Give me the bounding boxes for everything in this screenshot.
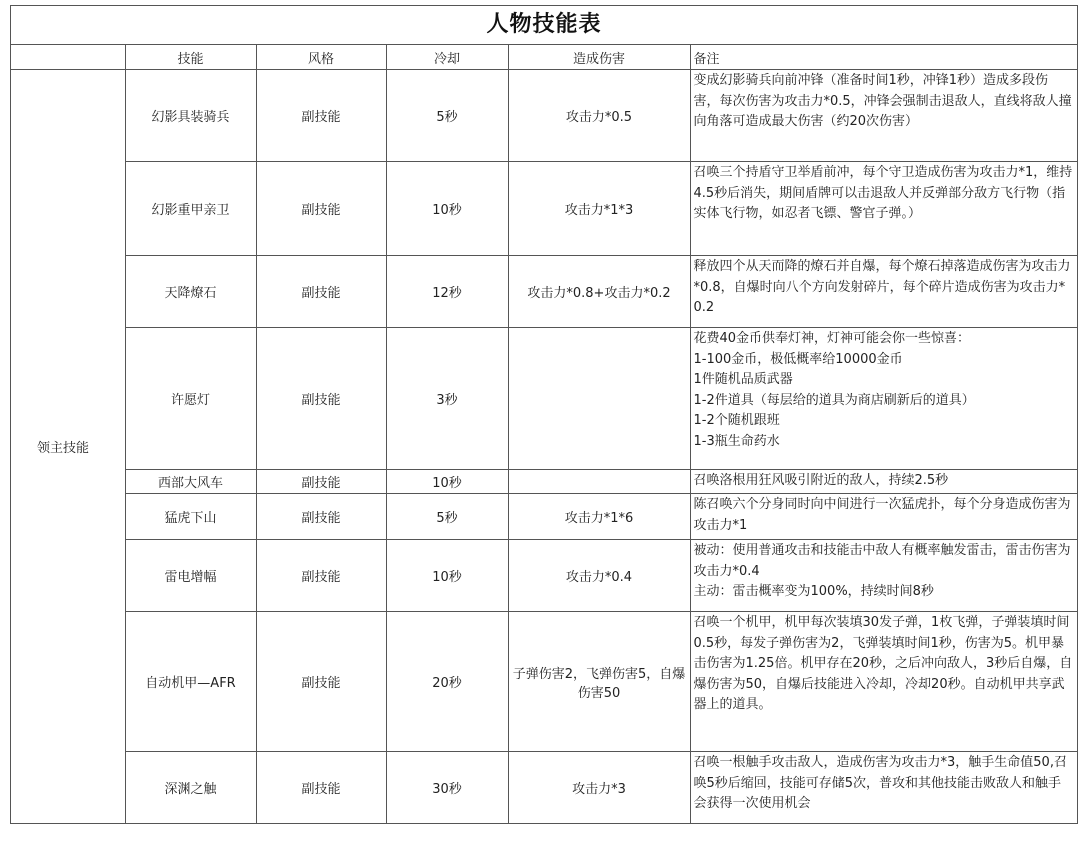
skill-style: 副技能 — [256, 540, 386, 612]
skill-notes: 被动：使用普通攻击和技能击中敌人有概率触发雷击，雷击伤害为攻击力*0.4 主动：雷击概率变为100%，持续时间8秒 — [690, 540, 1077, 612]
skill-cooldown: 5秒 — [386, 494, 508, 540]
skill-style: 副技能 — [256, 612, 386, 752]
skill-notes: 变成幻影骑兵向前冲锋（准备时间1秒，冲锋1秒）造成多段伤害，每次伤害为攻击力*0.5，冲锋会强制击退敌人，直线将敌人撞向角落可造成最大伤害（约20次伤害） — [690, 70, 1077, 162]
skill-name: 天降燎石 — [125, 256, 256, 328]
skill-notes: 释放四个从天而降的燎石并自爆，每个燎石掉落造成伤害为攻击力*0.8，自爆时向八个方向发射碎片，每个碎片造成伤害为攻击力*0.2 — [690, 256, 1077, 328]
skill-damage: 攻击力*1*3 — [508, 162, 690, 256]
skill-damage: 攻击力*0.8+攻击力*0.2 — [508, 256, 690, 328]
table-row — [11, 256, 1077, 328]
header-row — [11, 45, 1077, 70]
skill-cooldown: 30秒 — [386, 752, 508, 824]
table-row — [11, 470, 1077, 494]
header-group — [11, 45, 125, 70]
skill-sheet — [10, 5, 1078, 824]
skill-cooldown: 12秒 — [386, 256, 508, 328]
group-label-lord-skills: 领主技能 — [11, 70, 125, 824]
skill-style: 副技能 — [256, 494, 386, 540]
skill-name: 幻影具装骑兵 — [125, 70, 256, 162]
sheet-title: 人物技能表 — [11, 6, 1077, 45]
skill-style: 副技能 — [256, 752, 386, 824]
skill-damage — [508, 470, 690, 494]
skill-damage: 攻击力*0.5 — [508, 70, 690, 162]
skill-name: 深渊之触 — [125, 752, 256, 824]
skill-name: 西部大风车 — [125, 470, 256, 494]
skill-style: 副技能 — [256, 70, 386, 162]
table-row — [11, 494, 1077, 540]
skill-damage: 攻击力*3 — [508, 752, 690, 824]
skill-style: 副技能 — [256, 328, 386, 470]
skill-name: 猛虎下山 — [125, 494, 256, 540]
skill-cooldown: 10秒 — [386, 540, 508, 612]
table-row — [11, 752, 1077, 824]
skill-style: 副技能 — [256, 162, 386, 256]
table-row — [11, 162, 1077, 256]
header-style: 风格 — [256, 45, 386, 70]
table-row — [11, 540, 1077, 612]
skill-damage: 子弹伤害2，飞弹伤害5，自爆伤害50 — [508, 612, 690, 752]
table-row — [11, 612, 1077, 752]
skill-cooldown: 3秒 — [386, 328, 508, 470]
skill-cooldown: 5秒 — [386, 70, 508, 162]
skill-notes: 召唤洛根用狂风吸引附近的敌人，持续2.5秒 — [690, 470, 1077, 494]
table-row — [11, 328, 1077, 470]
table-row — [11, 70, 1077, 162]
skill-style: 副技能 — [256, 470, 386, 494]
skill-notes: 花费40金币供奉灯神，灯神可能会你一些惊喜： 1-100金币，极低概率给10000金币 1件随机品质武器 1-2件道具（每层给的道具为商店刷新后的道具） 1-2个随机跟班 1-3瓶生命药水 — [690, 328, 1077, 470]
skill-cooldown: 20秒 — [386, 612, 508, 752]
header-notes: 备注 — [690, 45, 1077, 70]
skill-notes: 召唤一个机甲，机甲每次装填30发子弹，1枚飞弹，子弹装填时间0.5秒，每发子弹伤害为2，飞弹装填时间1秒，伤害为5。机甲暴击伤害为1.25倍。机甲存在20秒，之后冲向敌人，3秒后自爆，自爆伤害为50，自爆后技能进入冷却，冷却20秒。自动机甲共享武器上的道具。 — [690, 612, 1077, 752]
skill-table — [11, 45, 1077, 824]
skill-name: 自动机甲—AFR — [125, 612, 256, 752]
skill-cooldown: 10秒 — [386, 470, 508, 494]
skill-damage: 攻击力*0.4 — [508, 540, 690, 612]
skill-damage — [508, 328, 690, 470]
skill-cooldown: 10秒 — [386, 162, 508, 256]
skill-name: 幻影重甲亲卫 — [125, 162, 256, 256]
header-skill: 技能 — [125, 45, 256, 70]
skill-notes: 陈召唤六个分身同时向中间进行一次猛虎扑，每个分身造成伤害为攻击力*1 — [690, 494, 1077, 540]
skill-notes: 召唤一根触手攻击敌人，造成伤害为攻击力*3，触手生命值50,召唤5秒后缩回，技能可存储5次，普攻和其他技能击败敌人和触手会获得一次使用机会 — [690, 752, 1077, 824]
skill-name: 许愿灯 — [125, 328, 256, 470]
skill-style: 副技能 — [256, 256, 386, 328]
skill-name: 雷电增幅 — [125, 540, 256, 612]
header-damage: 造成伤害 — [508, 45, 690, 70]
skill-damage: 攻击力*1*6 — [508, 494, 690, 540]
header-cooldown: 冷却 — [386, 45, 508, 70]
skill-notes: 召唤三个持盾守卫举盾前冲，每个守卫造成伤害为攻击力*1，维持4.5秒后消失，期间盾牌可以击退敌人并反弹部分敌方飞行物（指实体飞行物，如忍者飞镖、警官子弹。） — [690, 162, 1077, 256]
